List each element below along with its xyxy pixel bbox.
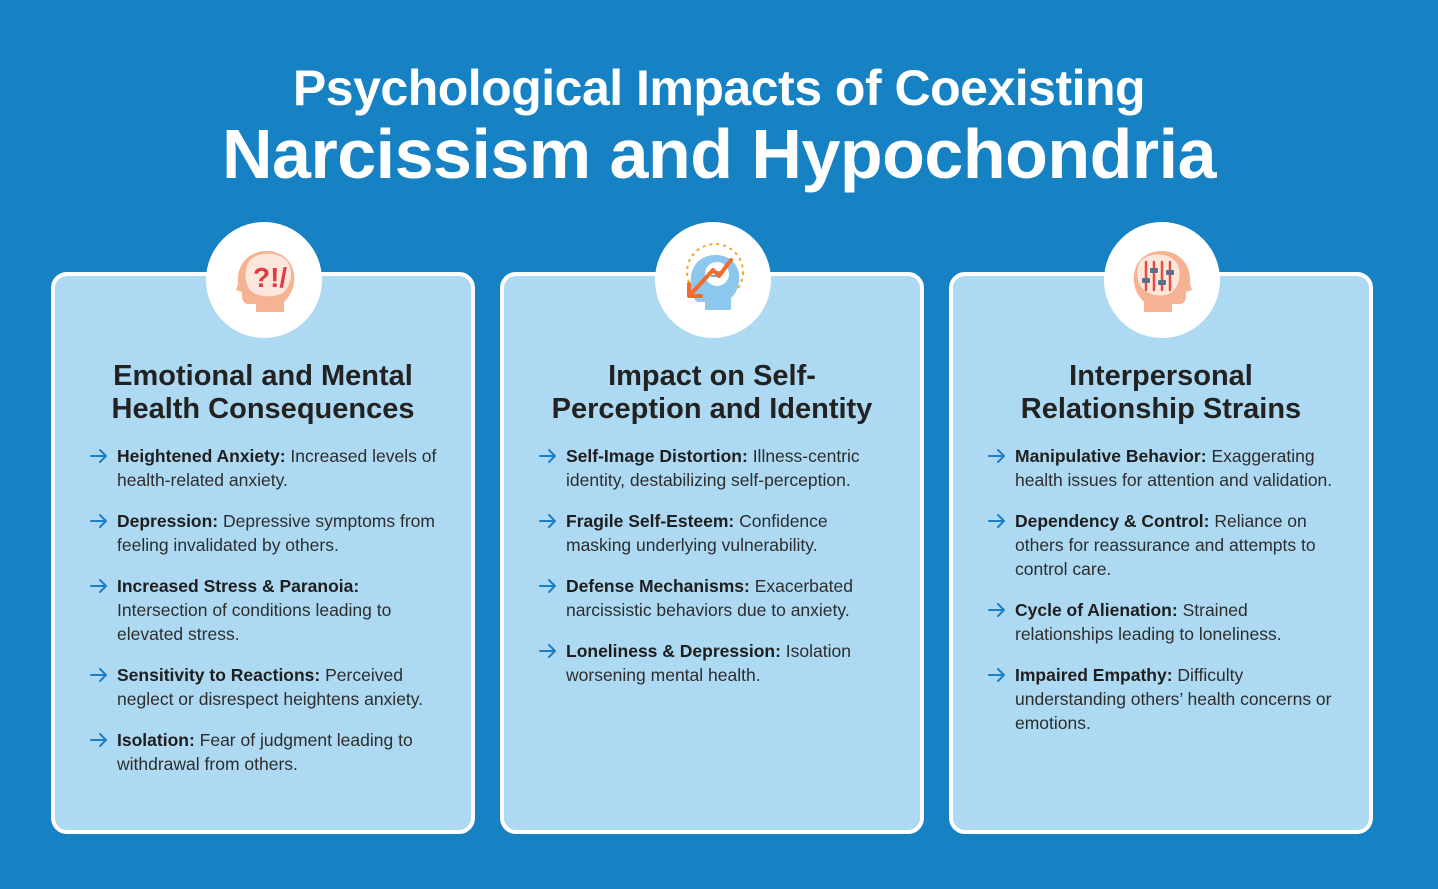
card-title (75, 360, 451, 426)
head-decline-chart-icon (673, 240, 753, 320)
list-item (89, 574, 445, 646)
card-title-line-1: Emotional and Mental (113, 360, 413, 392)
list-item (89, 663, 445, 711)
item-label: Sensitivity to Reactions: (117, 665, 321, 685)
item-text: Difficulty understanding others’ health concerns or emotions. (1015, 665, 1332, 733)
arrow-right-icon (89, 446, 109, 466)
title-line-2: Narcissism and Hypochondria (221, 115, 1216, 193)
item-list (89, 444, 445, 793)
list-item (987, 444, 1343, 492)
card-title (973, 360, 1349, 426)
title-line-1: Psychological Impacts of Coexisting (292, 60, 1146, 116)
list-item (538, 444, 894, 492)
item-text: Intersection of conditions leading to elevated stress. (117, 600, 392, 644)
item-text: Increased levels of health-related anxiety. (117, 446, 437, 490)
card-title-line-2: Health Consequences (111, 393, 415, 425)
item-text: Confidence masking underlying vulnerability. (566, 511, 828, 555)
item-label: Manipulative Behavior: (1015, 446, 1207, 466)
arrow-right-icon (987, 600, 1007, 620)
arrow-right-icon (538, 446, 558, 466)
arrow-right-icon (89, 730, 109, 750)
card-title-line-1: Interpersonal (1069, 360, 1253, 392)
head-sliders-icon (1122, 240, 1202, 320)
item-label: Impaired Empathy: (1015, 665, 1173, 685)
arrow-right-icon (987, 511, 1007, 531)
card-title (524, 360, 900, 426)
item-label: Self-Image Distortion: (566, 446, 748, 466)
list-item (538, 509, 894, 557)
item-text: Strained relationships leading to loneliness. (1015, 600, 1282, 644)
icon-badge-2 (655, 222, 771, 338)
item-list (538, 444, 894, 704)
card-title-line-1: Impact on Self- (608, 360, 816, 392)
card-self-perception-identity (500, 272, 924, 834)
arrow-right-icon (89, 576, 109, 596)
arrow-right-icon (538, 511, 558, 531)
item-label: Isolation: (117, 730, 195, 750)
item-text: Exacerbated narcissistic behaviors due to anxiety. (566, 576, 853, 620)
item-label: Dependency & Control: (1015, 511, 1210, 531)
arrow-right-icon (987, 665, 1007, 685)
item-label: Defense Mechanisms: (566, 576, 750, 596)
svg-text:?!/: ?!/ (253, 262, 288, 293)
item-text: Illness-centric identity, destabilizing self-perception. (566, 446, 860, 490)
arrow-right-icon (538, 576, 558, 596)
item-label: Fragile Self-Esteem: (566, 511, 735, 531)
list-item (89, 728, 445, 776)
card-title-line-2: Perception and Identity (551, 393, 873, 425)
item-label: Depression: (117, 511, 219, 531)
item-label: Loneliness & Depression: (566, 641, 781, 661)
item-label: Increased Stress & Paranoia: (117, 576, 360, 596)
head-question-icon (224, 240, 304, 320)
item-text: Reliance on others for reassurance and attempts to control care. (1015, 511, 1316, 579)
arrow-right-icon (89, 665, 109, 685)
arrow-right-icon (538, 641, 558, 661)
list-item (987, 663, 1343, 735)
arrow-right-icon (89, 511, 109, 531)
arrow-right-icon (987, 446, 1007, 466)
item-text: Isolation worsening mental health. (566, 641, 851, 685)
item-label: Heightened Anxiety: (117, 446, 286, 466)
list-item (987, 598, 1343, 646)
list-item (987, 509, 1343, 581)
item-label: Cycle of Alienation: (1015, 600, 1178, 620)
list-item (89, 509, 445, 557)
icon-badge-3 (1104, 222, 1220, 338)
icon-badge-1 (206, 222, 322, 338)
list-item (538, 639, 894, 687)
item-text: Depressive symptoms from feeling invalidated by others. (117, 511, 435, 555)
card-emotional-mental-health (51, 272, 475, 834)
card-interpersonal-relationship (949, 272, 1373, 834)
item-list (987, 444, 1343, 752)
item-text: Fear of judgment leading to withdrawal from others. (117, 730, 413, 774)
card-title-line-2: Relationship Strains (1020, 393, 1302, 425)
item-text: Exaggerating health issues for attention and validation. (1015, 446, 1333, 490)
list-item (89, 444, 445, 492)
list-item (538, 574, 894, 622)
item-text: Perceived neglect or disrespect heightens anxiety. (117, 665, 424, 709)
